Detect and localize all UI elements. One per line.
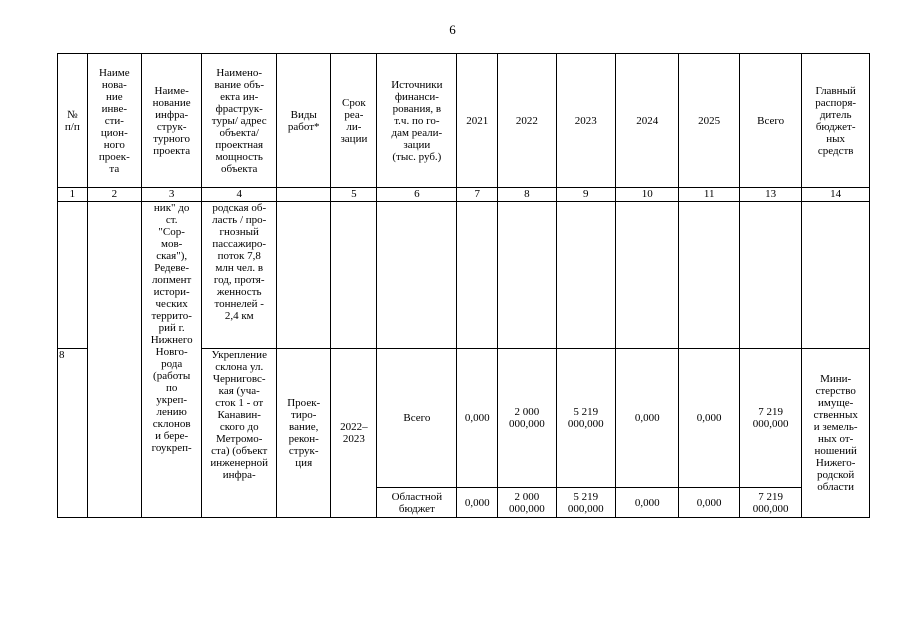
investment-project-cell (87, 202, 141, 518)
value-2022: 2 000 000,000 (498, 488, 556, 518)
empty-cell (802, 202, 870, 349)
header-cell: 2025 (679, 54, 739, 188)
header-cell: Наиме нова- ние инве- сти- цион- ного проек- та (87, 54, 141, 188)
investment-projects-table (57, 53, 870, 518)
value-2025: 0,000 (679, 488, 739, 518)
column-number: 11 (679, 188, 739, 202)
row-number: 8 (58, 349, 88, 518)
header-cell: Срок реа- ли- зации (331, 54, 377, 188)
empty-cell (457, 202, 498, 349)
value-2021: 0,000 (457, 349, 498, 488)
empty-cell (739, 202, 801, 349)
value-total: 7 219 000,000 (739, 349, 801, 488)
header-cell: 2024 (615, 54, 678, 188)
column-number (277, 188, 331, 202)
column-number: 1 (58, 188, 88, 202)
column-number: 3 (141, 188, 201, 202)
header-cell: Источники финанси- рования, в т.ч. по го- дам реали- зации (тыс. руб.) (377, 54, 457, 188)
column-number: 9 (556, 188, 615, 202)
column-number: 8 (498, 188, 556, 202)
implementation-term: 2022– 2023 (331, 349, 377, 518)
empty-cell (498, 202, 556, 349)
header-cell: 2021 (457, 54, 498, 188)
infrastructure-project-name: ник" до ст. "Сор- мов- ская"), Редеве- лопмент истори- ческих террито- рий г. Нижнего Новго- рода (работы по укреп- лению склонов и бере- гоукреп- (141, 202, 201, 518)
header-cell: № п/п (58, 54, 88, 188)
column-number: 2 (87, 188, 141, 202)
page-number: 6 (449, 22, 456, 37)
value-2025: 0,000 (679, 349, 739, 488)
object-name: Укрепление склона ул. Черниговс- кая (уча- сток 1 - от Канавин- ского до Метромо- ста) (объект инженерной инфра- (202, 349, 277, 518)
column-number-row (58, 188, 870, 202)
column-number: 6 (377, 188, 457, 202)
empty-cell (679, 202, 739, 349)
header-cell: 2023 (556, 54, 615, 188)
header-row (58, 54, 870, 188)
budget-manager: Мини- стерство имуще- ственных и земель- ных от- ношений Нижего- родской области (802, 349, 870, 518)
column-number: 10 (615, 188, 678, 202)
header-cell: 2022 (498, 54, 556, 188)
funding-source: Всего (377, 349, 457, 488)
empty-cell (556, 202, 615, 349)
value-2021: 0,000 (457, 488, 498, 518)
value-2024: 0,000 (615, 488, 678, 518)
value-2022: 2 000 000,000 (498, 349, 556, 488)
value-2023: 5 219 000,000 (556, 488, 615, 518)
header-cell: Наиме- нование инфра- струк- турного проекта (141, 54, 201, 188)
column-number: 4 (202, 188, 277, 202)
value-2024: 0,000 (615, 349, 678, 488)
column-number: 7 (457, 188, 498, 202)
work-types: Проек- тиро- вание, рекон- струк- ция (277, 349, 331, 518)
header-cell: Наимено- вание объ- екта ин- фраструк- туры/ адрес объекта/ проектная мощность объекта (202, 54, 277, 188)
empty-cell (58, 202, 88, 349)
continuation-row (58, 202, 870, 349)
header-cell: Всего (739, 54, 801, 188)
column-number: 5 (331, 188, 377, 202)
column-number: 14 (802, 188, 870, 202)
value-2023: 5 219 000,000 (556, 349, 615, 488)
empty-cell (277, 202, 331, 349)
object-continuation-text: родская об- ласть / про- гнозный пассажиро- поток 7,8 млн чел. в год, протя- женность тоннелей - 2,4 км (202, 202, 277, 349)
empty-cell (331, 202, 377, 349)
value-total: 7 219 000,000 (739, 488, 801, 518)
empty-cell (615, 202, 678, 349)
empty-cell (377, 202, 457, 349)
header-cell: Виды работ* (277, 54, 331, 188)
column-number: 13 (739, 188, 801, 202)
header-cell: Главный распоря- дитель бюджет- ных средств (802, 54, 870, 188)
funding-source: Областной бюджет (377, 488, 457, 518)
